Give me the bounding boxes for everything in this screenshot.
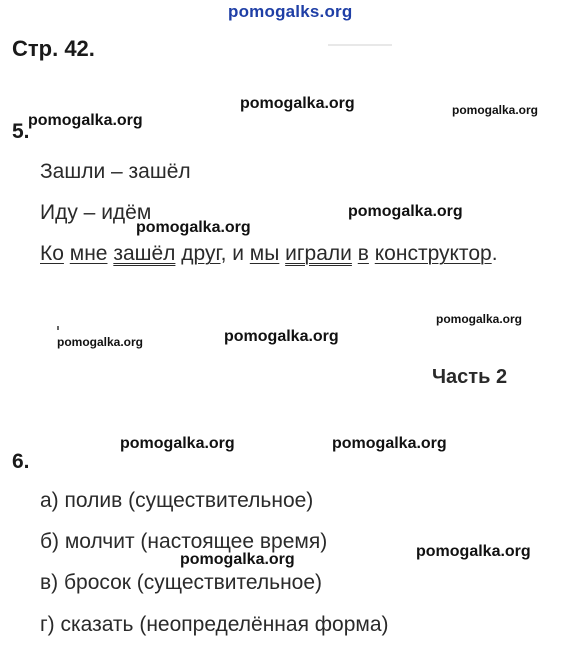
sentence-period: . (491, 242, 498, 265)
dot-mark (57, 326, 59, 330)
page-title: Стр. 42. (12, 36, 95, 61)
sentence-subject: друг (181, 242, 221, 265)
sentence-word: в (357, 242, 369, 265)
watermark-label: pomogalka.org (416, 543, 531, 560)
sentence-predicate: зашёл (113, 242, 176, 265)
watermark-label: pomogalka.org (180, 551, 295, 568)
watermark-label: pomogalka.org (332, 435, 447, 452)
watermark-label: pomogalka.org (120, 435, 235, 452)
watermark-label: pomogalka.org (224, 328, 339, 345)
task-6-item-d: г) сказать (неопределённая форма) (40, 613, 389, 636)
task-6-item-c: в) бросок (существительное) (40, 571, 323, 594)
sentence-word: мне (69, 242, 108, 265)
watermark-label: pomogalka.org (57, 335, 144, 349)
sentence-conjunction: , и (220, 242, 250, 265)
watermark-label: pomogalka.org (348, 203, 463, 220)
faint-mark (328, 44, 392, 46)
sentence-word: Ко (40, 242, 64, 265)
task-5-sentence (40, 242, 498, 266)
sentence-word: конструктор (374, 242, 492, 265)
sentence-subject: мы (249, 242, 280, 265)
watermark-label: pomogalka.org (240, 95, 355, 112)
watermark-label: pomogalka.org (136, 219, 251, 236)
sentence-predicate: играли (285, 242, 352, 265)
task-5-number: 5. (12, 120, 30, 143)
watermark-label: pomogalka.org (28, 112, 143, 129)
watermark-label: pomogalka.org (452, 103, 539, 117)
part-label: Часть 2 (432, 366, 508, 388)
site-watermark-top: pomogalks.org (228, 2, 353, 21)
task-6-item-b: б) молчит (настоящее время) (40, 530, 328, 553)
watermark-label: pomogalka.org (436, 312, 523, 326)
task-6-number: 6. (12, 450, 30, 473)
task-5-line-1: Зашли – зашёл (40, 160, 191, 183)
task-6-item-a: а) полив (существительное) (40, 489, 314, 512)
task-5-line-2: Иду – идём (40, 201, 152, 224)
